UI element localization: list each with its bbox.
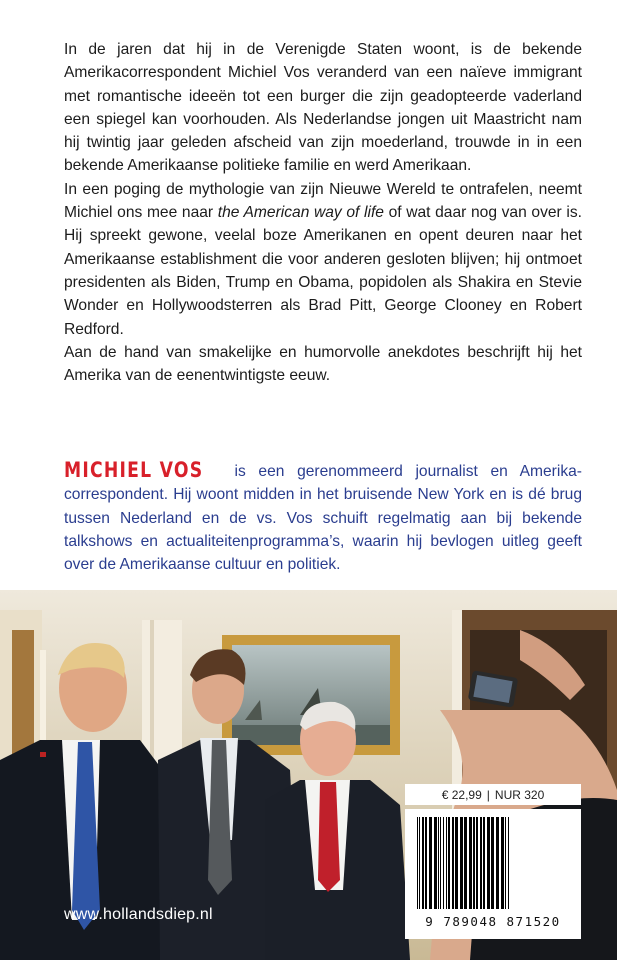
- barcode-bar: [496, 817, 499, 909]
- barcode-bar: [491, 817, 494, 909]
- barcode-bar: [508, 817, 509, 909]
- blurb-paragraph-2: [64, 178, 582, 341]
- barcode-bar: [455, 817, 458, 909]
- nur-code: NUR 320: [494, 787, 545, 802]
- barcode-bar: [419, 817, 420, 909]
- barcode-bar: [440, 817, 441, 909]
- barcode-bar: [473, 817, 475, 909]
- isbn-number: 9 789048 871520: [425, 914, 561, 929]
- back-cover-blurb: [64, 38, 582, 387]
- publisher-url[interactable]: www.hollandsdiep.nl: [64, 906, 213, 923]
- barcode-bar: [425, 817, 427, 909]
- barcode-bar: [417, 817, 418, 909]
- barcode-bar: [480, 817, 482, 909]
- blurb-p2-end: of wat daar nog van over is. Hij spreekt gewone, veelal boze Amerikanen en opent deuren naar het Amerikaanse establishment die voor anderen gesloten blijven; hij ontmoet presidenten als Biden, Trump en Obama, popidolen als Shakira en Stevie Wonder en Hollywoodsterren als Brad Pitt, George Clooney en Robert Redford.: [64, 204, 582, 338]
- blurb-p2-start: In een poging de mythologie van zijn Nieuwe Wereld te ontrafelen, neemt Michiel ons mee naar: [64, 180, 582, 222]
- blurb-paragraph-1: In de jaren dat hij in de Verenigde Staten woont, is de bekende Amerikacorrespondent Michiel Vos veranderd van een naïeve immigrant met romantische ideeën tot een burger die zijn geadopteerde vaderland een spiegel kan voorhouden. Als Nederlandse jongen uit Maastricht nam hij twintig jaar geleden afscheid van zijn moederland, trouwde in in een bekende Amerikaanse politieke familie en werd Amerikaan.: [64, 41, 582, 175]
- barcode-bar: [501, 817, 504, 909]
- barcode-bar: [438, 817, 439, 909]
- barcode-bar: [469, 817, 472, 909]
- price-box: [405, 784, 581, 805]
- barcode-box: [405, 809, 581, 939]
- barcode-bar: [464, 817, 467, 909]
- author-name: MICHIEL VOS: [64, 458, 204, 482]
- barcode-bar: [460, 817, 463, 909]
- barcode-bar: [446, 817, 447, 909]
- blurb-p2-italic: the American way of life: [217, 204, 384, 222]
- blurb-paragraph-3: Aan de hand van smakelijke en humorvolle anekdotes beschrijft hij het Amerika van de eenentwintigste eeuw.: [64, 343, 582, 385]
- barcode-bar: [443, 817, 444, 909]
- price-separator: |: [486, 787, 490, 802]
- barcode-bar: [452, 817, 454, 909]
- barcode: [415, 817, 571, 909]
- barcode-bar: [487, 817, 490, 909]
- barcode-bar: [448, 817, 450, 909]
- barcode-bar: [422, 817, 424, 909]
- barcode-bar: [476, 817, 478, 909]
- author-bio: [64, 459, 582, 576]
- author-bio-text: is een gerenommeerd journalist en Amerikacorrespondent. Hij woont midden in het bruisende New York en is dé brug tussen Nederland en de vs. Vos schuift regelmatig aan bij bekende talkshows en actualiteitenprogramma’s, waarin hij bevlogen uitleg geeft over de Amerikaanse cultuur en politiek.: [64, 463, 582, 574]
- barcode-bar: [483, 817, 485, 909]
- price: € 22,99: [441, 787, 482, 802]
- barcode-bar: [429, 817, 432, 909]
- barcode-bar: [505, 817, 506, 909]
- barcode-bar: [434, 817, 437, 909]
